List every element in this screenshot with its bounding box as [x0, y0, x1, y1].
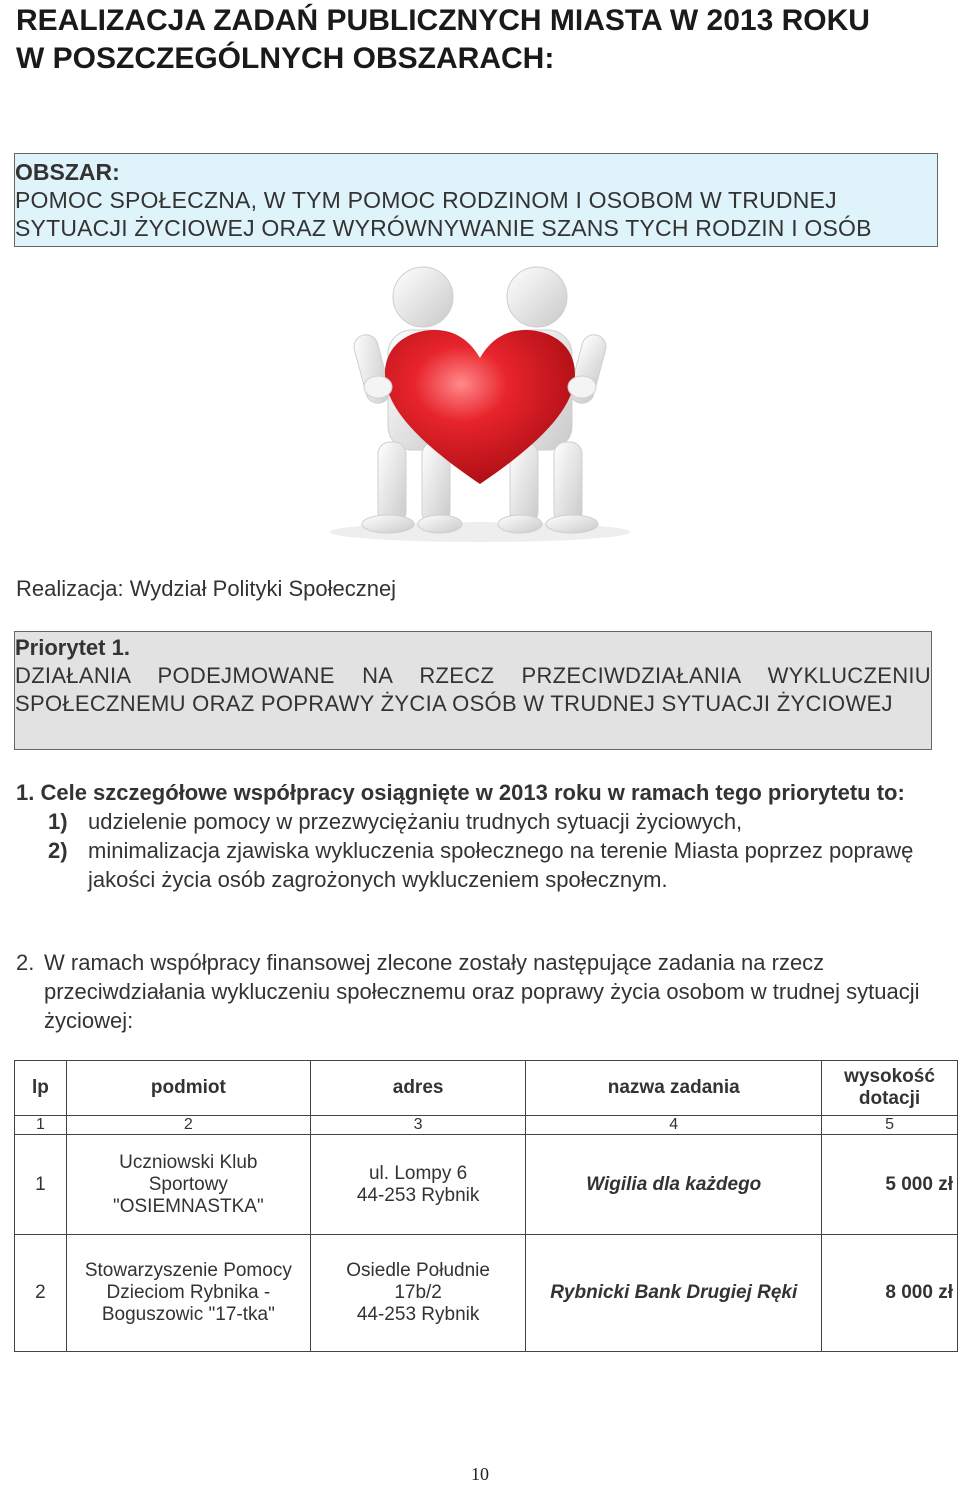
- cell-kwota: 8 000 zł: [822, 1235, 958, 1352]
- realizacja-text: Realizacja: Wydział Polityki Społecznej: [16, 576, 397, 601]
- header-wysokosc-dotacji: wysokość dotacji: [822, 1061, 958, 1116]
- list-item-number: 1): [48, 809, 68, 834]
- header-podmiot: podmiot: [66, 1061, 310, 1116]
- section-2-number: 2.: [16, 950, 35, 975]
- title-line-1: REALIZACJA ZADAŃ PUBLICZNYCH MIASTA W 2013 ROKU: [16, 4, 870, 37]
- priorytet-box: [14, 631, 932, 750]
- page-title: [16, 2, 946, 78]
- obszar-label: OBSZAR:: [15, 159, 120, 185]
- cell-nazwa-zadania: Rybnicki Bank Drugiej Ręki: [526, 1235, 822, 1352]
- podmiot-line: Uczniowski Klub: [119, 1151, 258, 1173]
- heart-holding-figures-icon: [280, 262, 680, 547]
- column-number: 1: [15, 1116, 67, 1135]
- cell-podmiot: [66, 1135, 310, 1235]
- column-number: 2: [66, 1116, 310, 1135]
- cell-nazwa-zadania: Wigilia dla każdego: [526, 1135, 822, 1235]
- list-item: [48, 807, 932, 836]
- adres-line: 44-253 Rybnik: [356, 1304, 480, 1325]
- priorytet-label: Priorytet 1.: [15, 635, 130, 660]
- obszar-box: [14, 153, 938, 247]
- cell-adres: [310, 1235, 526, 1352]
- goals-list: [16, 807, 932, 894]
- grants-table: [14, 1060, 958, 1352]
- table-column-numbers-row: [15, 1116, 958, 1135]
- heart-icon: [385, 330, 575, 484]
- list-item-text: minimalizacja zjawiska wykluczenia społecznego na terenie Miasta poprzez poprawę jakości życia osób zagrożonych wykluczeniem społecznym.: [88, 838, 914, 892]
- table-header-row: [15, 1061, 958, 1116]
- section-2-text: W ramach współpracy finansowej zlecone zostały następujące zadania na rzecz przeciwdziałania wykluczeniu społecznemu oraz poprawy życia osobom w trudnej sytuacji życiowej:: [44, 950, 920, 1033]
- header-nazwa-zadania: nazwa zadania: [526, 1061, 822, 1116]
- obszar-text: POMOC SPOŁECZNA, W TYM POMOC RODZINOM I OSOBOM W TRUDNEJ SYTUACJI ŻYCIOWEJ ORAZ WYRÓWNYWANIE SZANS TYCH RODZIN I OSÓB: [15, 187, 872, 241]
- adres-line: 17b/2: [394, 1282, 442, 1303]
- adres-line: ul. Lompy 6: [368, 1162, 468, 1184]
- cell-kwota: 5 000 zł: [822, 1135, 958, 1235]
- podmiot-line: Boguszowic "17-tka": [101, 1304, 275, 1325]
- cell-lp: 2: [15, 1235, 67, 1352]
- column-number: 4: [526, 1116, 822, 1135]
- cell-adres: [310, 1135, 526, 1235]
- table-row: [15, 1135, 958, 1235]
- priorytet-text: DZIAŁANIA PODEJMOWANE NA RZECZ PRZECIWDZIAŁANIA WYKLUCZENIU SPOŁECZNEMU ORAZ POPRAWY ŻYCIA OSÓB W TRUDNEJ SYTUACJI ŻYCIOWEJ: [15, 663, 931, 716]
- cell-lp: 1: [15, 1135, 67, 1235]
- section-1-heading: 1. Cele szczegółowe współpracy osiągnięte w 2013 roku w ramach tego priorytetu to:: [16, 780, 905, 805]
- list-item-text: udzielenie pomocy w przezwyciężaniu trudnych sytuacji życiowych,: [88, 809, 743, 834]
- title-line-2: W POSZCZEGÓLNYCH OBSZARACH:: [16, 42, 555, 75]
- adres-line: Osiedle Południe: [346, 1260, 490, 1281]
- podmiot-line: Dzieciom Rybnika -: [106, 1282, 271, 1303]
- column-number: 3: [310, 1116, 526, 1135]
- podmiot-line: Stowarzyszenie Pomocy: [84, 1260, 292, 1281]
- section-2: [16, 948, 932, 1035]
- list-item-number: 2): [48, 838, 68, 863]
- header-lp: lp: [15, 1061, 67, 1116]
- section-1: [16, 778, 932, 894]
- podmiot-line: Sportowy: [148, 1173, 228, 1195]
- header-adres: adres: [310, 1061, 526, 1116]
- page-number: 10: [471, 1464, 489, 1484]
- cell-podmiot: [66, 1235, 310, 1352]
- column-number: 5: [822, 1116, 958, 1135]
- list-item: [48, 836, 932, 894]
- table-row: [15, 1235, 958, 1352]
- adres-line: 44-253 Rybnik: [356, 1184, 480, 1206]
- podmiot-line: "OSIEMNASTKA": [112, 1195, 264, 1217]
